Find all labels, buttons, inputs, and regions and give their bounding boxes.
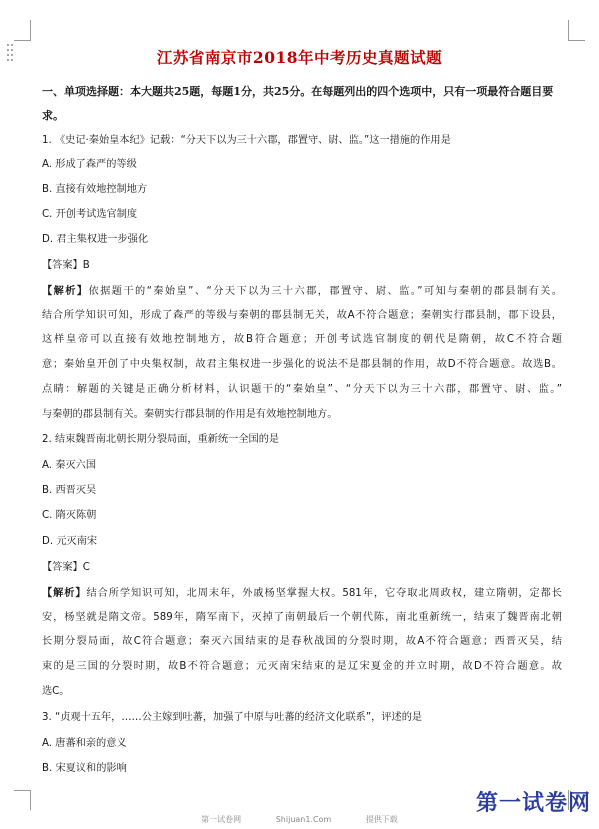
question-1-analysis-line: 这样皇帝可以直接有效地控制地方，故B符合题意；开创考试选官制度的朝代是隋朝，故C不符合题 [42, 334, 562, 345]
footer-download-text: 提供下载 [365, 815, 398, 824]
question-1-analysis-line: 意；秦始皇开创了中央集权制，故君主集权进一步强化的说法不是郡县制的作用，故D不符合题意。故选B。 [42, 359, 562, 370]
question-2-stem: 2. 结束魏晋南北朝长期分裂局面，重新统一全国的是 [42, 434, 280, 445]
crop-mark-bottom-left-h [14, 790, 31, 791]
footer-site-name: 第一试卷网 [201, 815, 242, 824]
question-1-option-a: A. 形成了森严的等级 [42, 159, 137, 170]
question-2-analysis-line: 安，杨坚就是隋文帝。589年，隋军南下，灭掉了南朝最后一个朝代陈，南北重新统一，结束了魏晋南北朝 [42, 612, 562, 623]
question-1-option-b: B. 直接有效地控制地方 [42, 184, 148, 195]
section-heading: 一、单项选择题：本大题共25题，每题1分，共25分。在每题列出的四个选项中，只有一项最符合题目要求。 [42, 85, 554, 122]
question-1-stem: 1. 《史记·秦始皇本纪》记载：“分天下以为三十六郡，郡置守、尉、监。”这一措施的作用是 [42, 135, 451, 146]
question-1-analysis-line: 点睛：解题的关键是正确分析材料，认识题干的“秦始皇”、“分天下以为三十六郡，郡置守、尉、监。” [42, 384, 562, 395]
question-2-option-c: C. 隋灭陈朝 [42, 510, 97, 521]
question-1-option-d: D. 君主集权进一步强化 [42, 234, 149, 245]
question-3-option-b: B. 宋夏议和的影响 [42, 763, 127, 774]
question-2-option-a: A. 秦灭六国 [42, 460, 97, 471]
crop-mark-top-right-h [568, 40, 585, 41]
watermark-logo: 第一试卷网 [475, 790, 591, 816]
question-2-analysis-line: 选C。 [42, 686, 70, 697]
document-title: 江苏省南京市2018年中考历史真题试题 [156, 48, 443, 67]
question-3-stem: 3. “贞观十五年，……公主嫁到吐蕃，加强了中原与吐蕃的经济文化联系”，评述的是 [42, 712, 423, 723]
analysis-text: 结合所学知识可知，北周末年，外戚杨坚掌握大权。581年，它夺取北周政权，建立隋朝，定都长 [86, 588, 562, 599]
question-2-analysis-line: 束的是三国的分裂时期，故B不符合题意；元灭南宋结束的是辽宋夏金的并立时期，故D不符合题意。故 [42, 661, 562, 672]
question-1-analysis-line: 结合所学知识可知，形成了森严的等级与秦朝的郡县制无关，故A不符合题意；秦朝实行郡县制，郡下设县， [42, 310, 562, 321]
question-1-option-c: C. 开创考试选官制度 [42, 209, 138, 220]
analysis-text: 依据题干的“秦始皇”、“分天下以为三十六郡，郡置守、尉、监。”可知与秦朝的郡县制有关。 [88, 286, 562, 297]
footer-site-url[interactable]: Shijuan1.Com [275, 815, 332, 824]
question-2-answer: 【答案】C [42, 562, 90, 573]
question-3-option-a: A. 唐蕃和亲的意义 [42, 738, 127, 749]
analysis-tag: 【解析】 [42, 588, 87, 599]
question-2-option-b: B. 西晋灭吴 [42, 485, 97, 496]
crop-mark-top-left-h [14, 40, 31, 41]
question-2-analysis-line [42, 587, 562, 601]
crop-mark-top-left-v [30, 20, 31, 40]
question-1-answer: 【答案】B [42, 260, 90, 271]
question-1-analysis-line: 与秦朝的郡县制有关。秦朝实行郡县制的作用是有效地控制地方。 [42, 409, 338, 420]
question-2-analysis-line: 长期分裂局面，故C符合题意；秦灭六国结束的是春秋战国的分裂时期，故A不符合题意；西晋灭吴，结 [42, 636, 562, 647]
crop-mark-bottom-left-v [30, 790, 31, 810]
crop-mark-top-right-v [568, 20, 569, 40]
question-1-analysis-line [42, 285, 562, 299]
question-2-option-d: D. 元灭南宋 [42, 536, 98, 547]
analysis-tag: 【解析】 [42, 286, 89, 297]
